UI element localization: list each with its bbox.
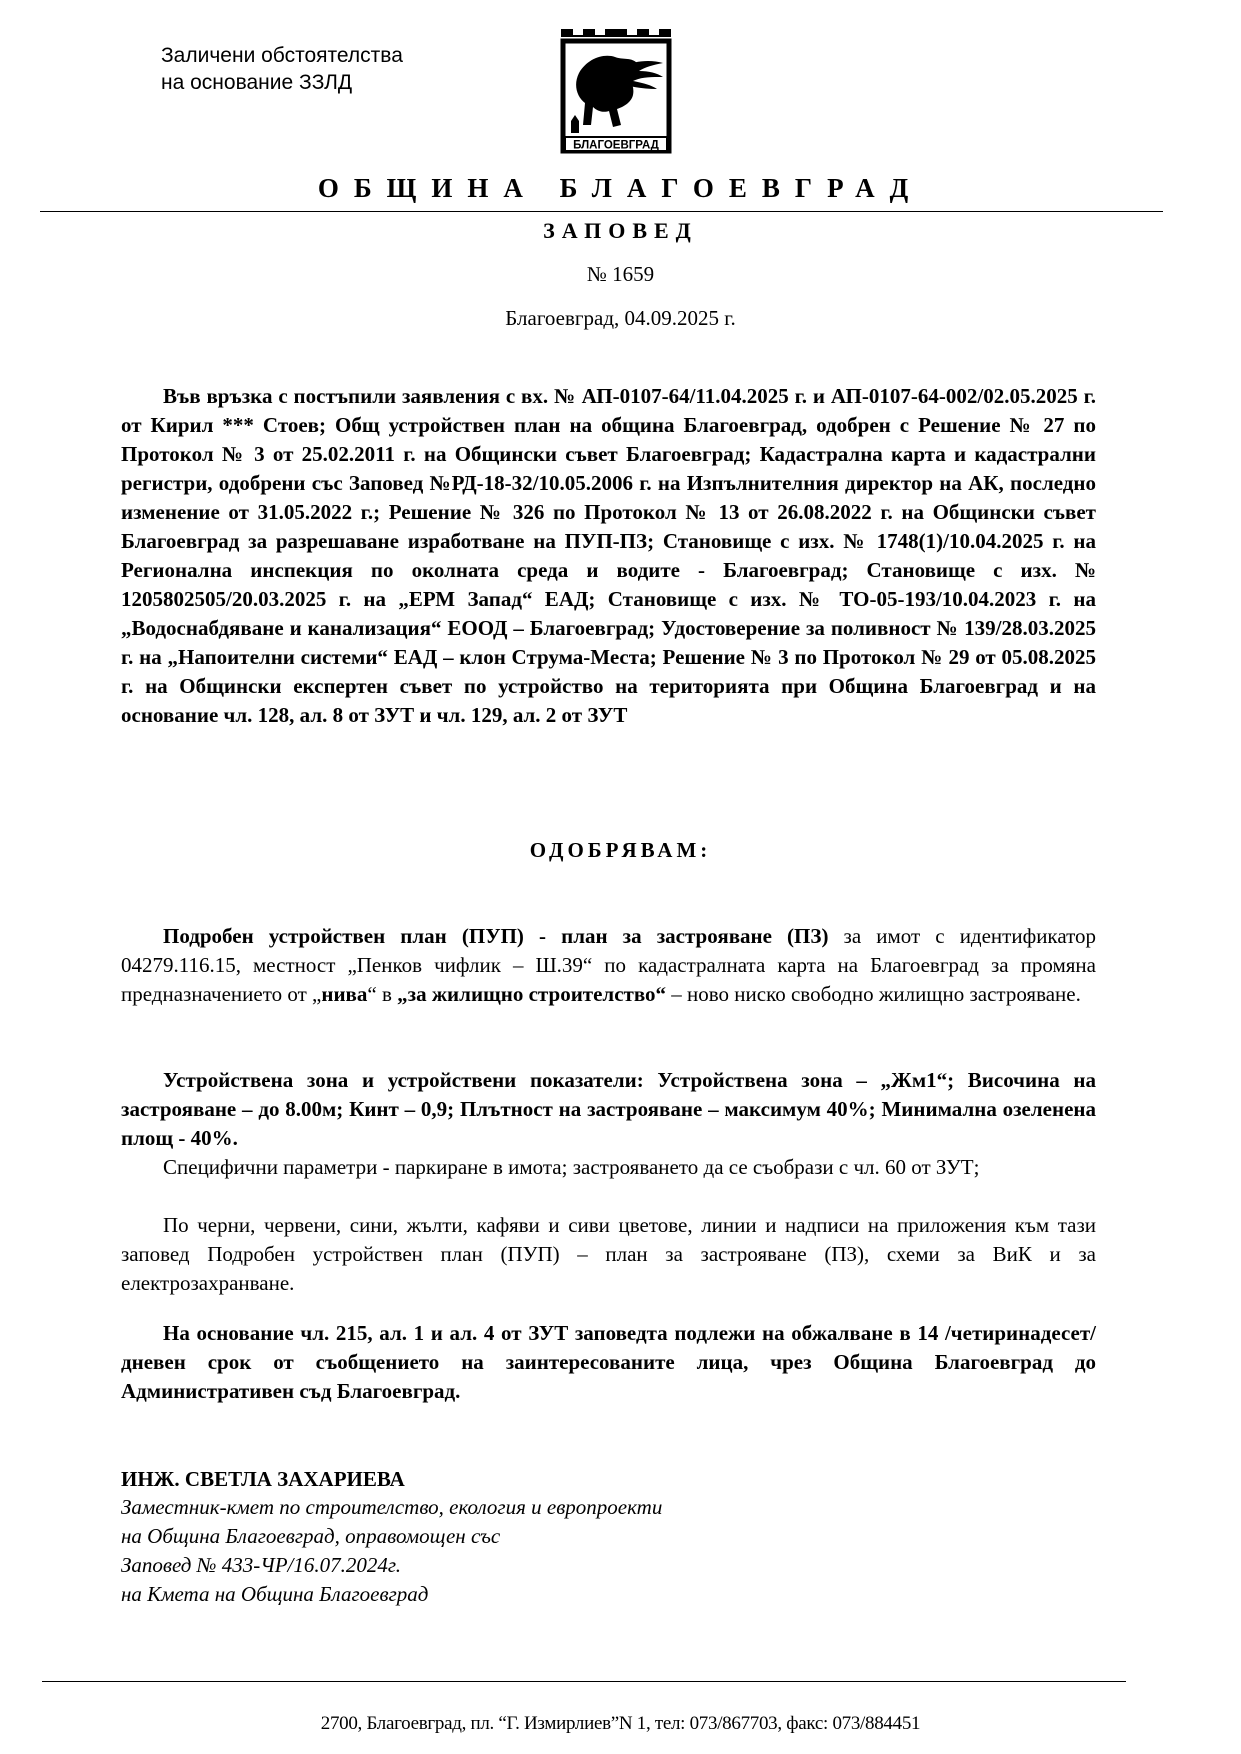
specific-parameters-paragraph: Специфични параметри - паркиране в имота; застрояването да се съобрази с чл. 60 от ЗУТ; <box>163 1155 980 1179</box>
signatory-name: ИНЖ. СВЕТЛА ЗАХАРИЕВА <box>121 1467 405 1491</box>
document-place-date: Благоевград, 04.09.2025 г. <box>505 306 736 330</box>
approve-heading: ОДОБРЯВАМ: <box>529 838 712 862</box>
header-divider <box>40 211 1163 212</box>
plan-paragraph <box>121 922 1096 1009</box>
signatory-role-line-4: на Кмета на Община Благоевград <box>121 1582 429 1606</box>
plan-lead: Подробен устройствен план (ПУП) - план за застрояване (ПЗ) <box>163 924 829 948</box>
signatory-role-line-3: Заповед № 433-ЧР/16.07.2024г. <box>121 1553 402 1577</box>
redaction-note <box>161 42 403 96</box>
preamble-paragraph: Във връзка с постъпили заявления с вх. № АП-0107-64/11.04.2025 г. и АП-0107-64-002/02.05.2025 г. от Кирил *** Стоев; Общ устройствен план на община Благоевград, одобрен с Решение № 27 по Протокол № 3 от 25.02.2011 г. на Общински съвет Благоевград; Кадастрална карта и кадастрални регистри, одобрени със Заповед №РД-18-32/10.05.2006 г. на Изпълнителния директор на АК, последно изменение от 31.05.2022 г.; Решение № 326 по Протокол № 13 от 26.08.2022 г. на Общински съвет Благоевград за разрешаване изработване на ПУП-ПЗ; Становище с изх. № 1748(1)/10.04.2025 г. на Регионална инспекция по околната среда и водите - Благоевград; Становище с изх. № 1205802505/20.03.2025 г. на „ЕРМ Запад“ ЕАД; Становище с изх. № ТО-05-193/10.04.2023 г. на „Водоснабдяване и канализация“ ЕООД – Благоевград; Удостоверение за поливност № 139/28.03.2025 г. на „Напоителни системи“ ЕАД – клон Струма-Места; Решение № 3 по Протокол № 29 от 05.08.2025 г. на Общински експертен съвет по устройство на територията при Община Благоевград и на основание чл. 128, ал. 8 от ЗУТ и чл. 129, ал. 2 от ЗУТ <box>121 384 1096 727</box>
municipal-crest-logo <box>557 29 675 173</box>
plan-text-3: – ново ниско свободно жилищно застрояване. <box>666 982 1081 1006</box>
redaction-line-2: на основание ЗЗЛД <box>161 71 353 94</box>
colors-note-paragraph: По черни, червени, сини, жълти, кафяви и сиви цветове, линии и надписи на приложения към тази заповед Подробен устройствен план (ПУП) – план за застрояване (ПЗ), схеми за ВиК и за електрозахранване. <box>121 1213 1096 1295</box>
redaction-line-1: Заличени обстоятелства <box>161 44 403 67</box>
plan-housing: „за жилищно строителство“ <box>397 982 667 1006</box>
signatory-role-line-2: на Община Благоевград, оправомощен със <box>121 1524 501 1548</box>
plan-niva: нива <box>321 982 368 1006</box>
organization-name: ОБЩИНА БЛАГОЕВГРАД <box>317 173 924 203</box>
zone-paragraph: Устройствена зона и устройствени показатели: Устройствена зона – „Жм1“; Височина на застрояване – до 8.00м; Кинт – 0,9; Плътност на застрояване – максимум 40%; Минимална озеленена площ - 40%. <box>121 1068 1096 1150</box>
document-title: ЗАПОВЕД <box>543 218 698 243</box>
footer-address: 2700, Благоевград, пл. “Г. Измирлиев”N 1, тел: 073/867703, факс: 073/884451 <box>320 1713 921 1734</box>
document-number: № 1659 <box>586 262 655 286</box>
crest-label: БЛАГОЕВГРАД <box>573 139 659 152</box>
plan-text-2: “ в <box>367 982 398 1006</box>
appeal-paragraph: На основание чл. 215, ал. 1 и ал. 4 от ЗУТ заповедта подлежи на обжалване в 14 /четиринадесет/ дневен срок от съобщението на заинтересованите лица, чрез Община Благоевград до Административен съд Благоевград. <box>121 1321 1096 1403</box>
footer-divider <box>42 1681 1126 1682</box>
plan-text-1: за имот с идентификатор 04279.116.15, местност „Пенков чифлик – Ш.39“ по кадастралната карта на Благоевград за промяна предназначението от „ <box>121 924 1096 1006</box>
signatory-role-line-1: Заместник-кмет по строителство, екология и европроекти <box>121 1495 663 1519</box>
